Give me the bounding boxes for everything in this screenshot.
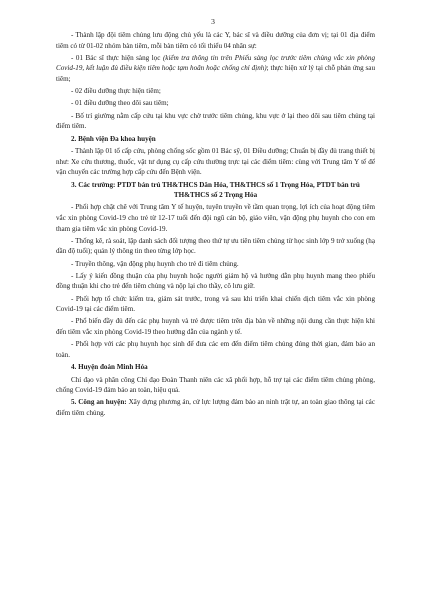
page-number: 3 xyxy=(211,17,215,26)
text-run: - Phối hợp tổ chức kiểm tra, giám sát trước, trong và sau khi triển khai chiến dịch tiêm vắc xin phòng Covid-19 tại các điểm tiêm. xyxy=(56,294,375,314)
section-heading xyxy=(56,180,375,201)
text-run: Chỉ đạo và phân công Chi đạo Đoàn Thanh niên các xã phối hợp, hỗ trợ tại các điểm tiêm chủng phòng, chống Covid-19 đảm bảo an toàn, hiệu quả. xyxy=(56,375,375,395)
paragraph xyxy=(56,98,375,109)
paragraph xyxy=(56,259,375,270)
text-run: - Phối hợp với các phụ huynh học sinh để đưa các em đến điểm tiêm chủng đúng thời gian, đảm bảo an toàn. xyxy=(56,340,375,359)
text-run: - Lấy ý kiến đồng thuận của phụ huynh hoặc người giám hộ và hướng dẫn phụ huynh mang theo phiếu đồng thuận khi cho trẻ đến tiêm chủng và nộp lại cho thầy, cô lưu giữ. xyxy=(56,271,375,291)
text-run: 5. Công an huyện: xyxy=(71,398,127,407)
text-run: Xây dựng phương án, cử lực lượng đảm bảo an ninh trật tự, an toàn giao thông tại các điểm tiêm chủng. xyxy=(56,398,375,417)
text-run: - Bố trí giường nằm cấp cứu tại khu vực chờ trước tiêm chủng, khu vực ở lại theo dõi sau tiêm chủng tại điểm tiêm. xyxy=(56,111,375,131)
text-run: - 01 điều dưỡng theo dõi sau tiêm; xyxy=(71,99,169,108)
text-run: - Phổ biến đầy đủ đến các phụ huynh và trẻ được tiêm trên địa bàn về những nội dung cần thực hiện khi đến tiêm vắc xin phòng Covid-19 theo hướng dẫn của ngành y tế. xyxy=(56,317,375,336)
text-run: - Thành lập 01 tổ cấp cứu, phòng chống sốc gồm 01 Bác sỹ, 01 Điều dưỡng; Chuẩn bị đầy đủ trang thiết bị như: Xe cứu thương, thuốc, vật tư dụng cụ cấp cứu thường trực tại các điểm tiêm: cùng với Trung tâm Y tế để vận chuyển các trường hợp cấp cứu đến Bệnh viện. xyxy=(56,146,375,177)
paragraph xyxy=(56,202,375,234)
text-run: ; thực hiện xử lý tại chỗ phản ứng sau tiêm; xyxy=(56,64,375,83)
paragraph xyxy=(56,294,375,315)
text-run: (kiểm tra thông tin trên Phiếu sàng lọc trước tiêm chủng vắc xin phòng Covid-19, kết luận đủ điều kiện tiêm hoặc tạm hoãn hoặc chống chỉ định) xyxy=(56,53,375,73)
text-run: - Phối hợp chặt chẽ với Trung tâm Y tế huyện, tuyên truyền về tầm quan trọng, lợi ích của hoạt động tiêm vắc xin phòng Covid-19 cho trẻ từ 12-17 tuổi đến đội ngũ cán bộ, giáo viên, vận động phụ huynh cho con em tham gia tiêm vắc xin phòng Covid-19. xyxy=(56,203,375,233)
paragraph xyxy=(56,146,375,178)
document-body xyxy=(56,30,375,420)
section-heading xyxy=(56,134,375,145)
section-heading xyxy=(56,362,375,373)
paragraph xyxy=(56,53,375,85)
text-run: - Truyền thông, vận động phụ huynh cho trẻ đi tiêm chủng. xyxy=(71,259,239,268)
text-run: 4. Huyện đoàn Minh Hóa xyxy=(71,363,148,372)
text-run: 2. Bệnh viện Đa khoa huyện xyxy=(71,134,156,143)
text-run: - 02 điều dưỡng thực hiện tiêm; xyxy=(71,87,161,96)
paragraph xyxy=(56,86,375,97)
paragraph xyxy=(56,111,375,132)
paragraph xyxy=(56,236,375,257)
paragraph xyxy=(56,397,375,418)
text-run: - Thống kê, rà soát, lập danh sách đối tượng theo thứ tự ưu tiên tiêm chủng từ học sinh lớp 9 trở xuống (hạ dần độ tuổi); quản lý thông tin theo từng lớp học. xyxy=(56,236,375,256)
paragraph xyxy=(56,30,375,51)
text-run: - Thành lập đội tiêm chủng lưu động chủ yếu là các Y, bác sĩ và điều dưỡng của đơn vị; tại 01 địa điểm tiêm có từ 01-02 nhóm bàn tiêm, mỗi bàn tiêm có tối thiểu 04 nhân sự: xyxy=(56,31,375,50)
text-run: 3. Các trường: PTDT bán trú TH&THCS Dân Hóa, TH&THCS số 1 Trọng Hóa, PTDT bán trú TH&THCS số 2 Trọng Hóa xyxy=(71,180,360,200)
paragraph xyxy=(56,375,375,396)
paragraph xyxy=(56,316,375,337)
paragraph xyxy=(56,271,375,292)
paragraph xyxy=(56,339,375,360)
text-run: - 01 Bác sĩ thực hiện sàng lọc xyxy=(71,53,163,62)
